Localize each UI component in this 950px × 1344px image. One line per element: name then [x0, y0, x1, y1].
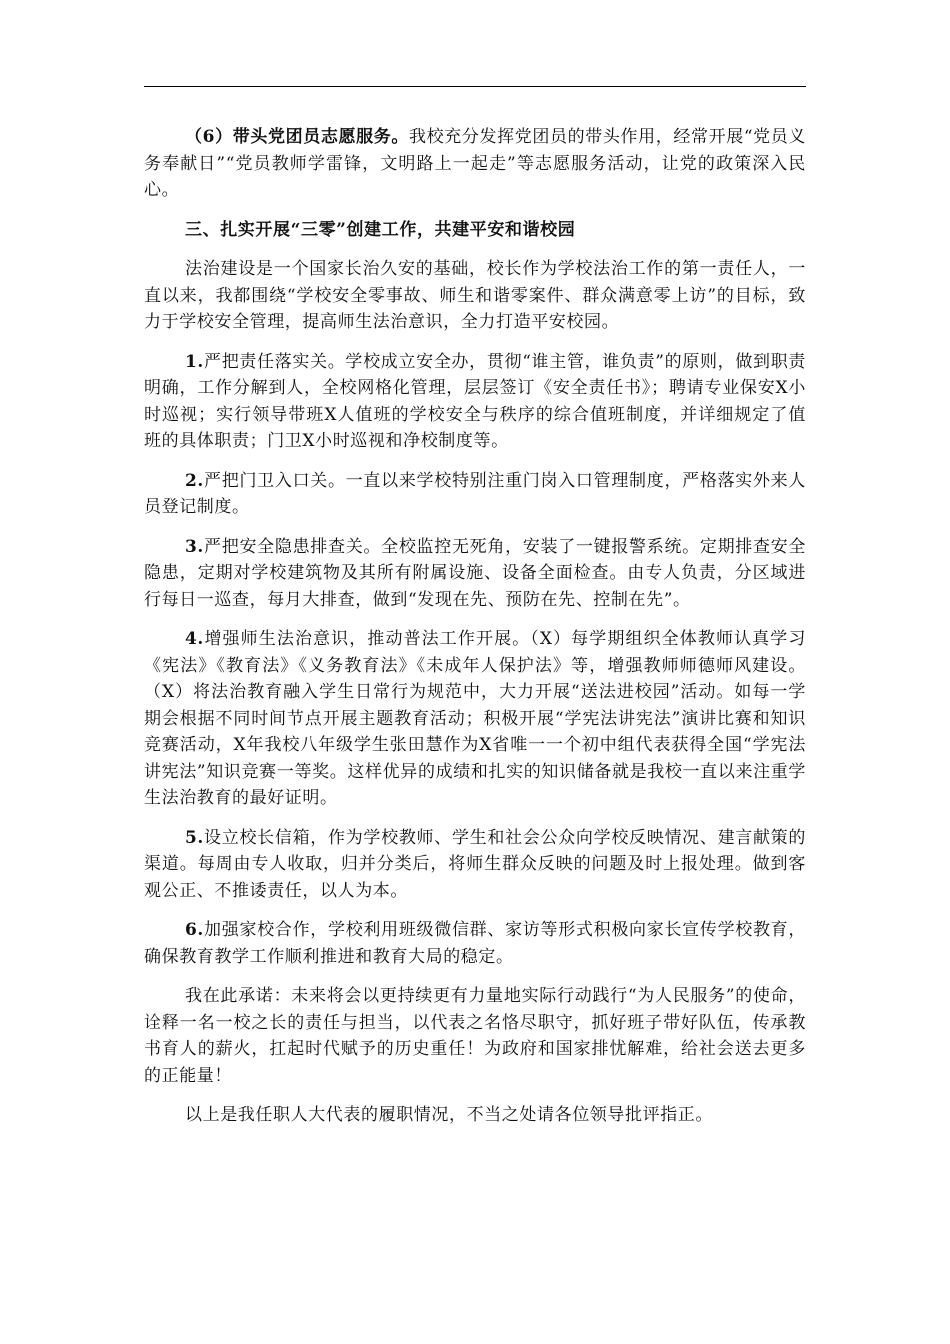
paragraph-text: 以上是我任职人大代表的履职情况，不当之处请各位领导批评指正。 — [185, 1105, 713, 1125]
paragraph-commitment — [144, 983, 806, 1089]
paragraph-text: 加强家校合作，学校利用班级微信群、家访等形式积极向家长宣传学校教育，确保教育教学工作顺利推进和教育大局的稳定。 — [144, 920, 806, 967]
item-number: 2. — [185, 470, 204, 491]
item-number: 1. — [185, 351, 204, 372]
section-heading — [144, 217, 806, 244]
paragraph-volunteer-service — [144, 124, 806, 204]
paragraph-item-5 — [144, 825, 806, 905]
item-number: 3. — [185, 536, 204, 557]
header-rule — [144, 86, 806, 87]
paragraph-lead: （6）带头党团员志愿服务。 — [185, 127, 409, 147]
paragraph-item-1 — [144, 349, 806, 455]
paragraph-closing — [144, 1102, 806, 1129]
item-number: 4. — [185, 629, 204, 649]
paragraph-text: 我校充分发挥党团员的带头作用，经常开展“党员义务奉献日”“党员教师学雷锋，文明路上一起走”等志愿服务活动，让党的政策深入民心。 — [144, 127, 806, 200]
paragraph-item-6 — [144, 917, 806, 970]
document-body — [144, 124, 806, 1142]
paragraph-text: 设立校长信箱，作为学校教师、学生和社会公众向学校反映情况、建言献策的渠道。每周由专人收取，归并分类后，将师生群众反映的问题及时上报处理。做到客观公正、不推诿责任，以人为本。 — [144, 827, 806, 901]
paragraph-text: 我在此承诺：未来将会以更持续更有力量地实际行动践行“为人民服务”的使命，诠释一名一校之长的责任与担当，以代表之名恪尽职守，抓好班子带好队伍，传承教书育人的薪火，扛起时代赋予的历史重任！为政府和国家排忧解难，给社会送去更多的正能量！ — [144, 986, 806, 1086]
paragraph-text: 增强师生法治意识，推动普法工作开展。（X）每学期组织全体教师认真学习《宪法》《教育法》《义务教育法》《未成年人保护法》等，增强教师师德师风建设。（X）将法治教育融入学生日常行为规范中，大力开展“送法进校园”活动。如每一学期会根据不同时间节点开展主题教育活动；积极开展“学宪法讲宪法”演讲比赛和知识竞赛活动，X年我校八年级学生张田慧作为X省唯一一个初中组代表获得全国“学宪法讲宪法”知识竞赛一等奖。这样优异的成绩和扎实的知识储备就是我校一直以来注重学生法治教育的最好证明。 — [144, 629, 806, 808]
paragraph-item-3 — [144, 534, 806, 614]
paragraph-item-2 — [144, 468, 806, 521]
paragraph-text: 严把门卫入口关。一直以来学校特别注重门岗入口管理制度，严格落实外来人员登记制度。 — [144, 470, 806, 517]
item-number: 6. — [185, 920, 204, 940]
item-number: 5. — [185, 827, 204, 848]
paragraph-text: 法治建设是一个国家长治久安的基础，校长作为学校法治工作的第一责任人，一直以来，我都围绕“学校安全零事故、师生和谐零案件、群众满意零上访”的目标，致力于学校安全管理，提高师生法治意识，全力打造平安校园。 — [144, 259, 806, 332]
paragraph-text: 严把责任落实关。学校成立安全办，贯彻“谁主管，谁负责”的原则，做到职责明确，工作分解到人，全校网格化管理，层层签订《安全责任书》；聘请专业保安X小时巡视；实行领导带班X人值班的学校安全与秩序的综合值班制度，并详细规定了值班的具体职责；门卫X小时巡视和净校制度等。 — [144, 351, 806, 451]
paragraph-text: 严把安全隐患排查关。全校监控无死角，安装了一键报警系统。定期排查安全隐患，定期对学校建筑物及其所有附属设施、设备全面检查。由专人负责，分区域进行每日一巡查，每月大排查，做到“发现在先、预防在先、控制在先”。 — [144, 536, 806, 610]
paragraph-rule-of-law — [144, 256, 806, 336]
section-heading-text: 三、扎实开展“三零”创建工作，共建平安和谐校园 — [185, 219, 576, 240]
paragraph-item-4 — [144, 626, 806, 812]
